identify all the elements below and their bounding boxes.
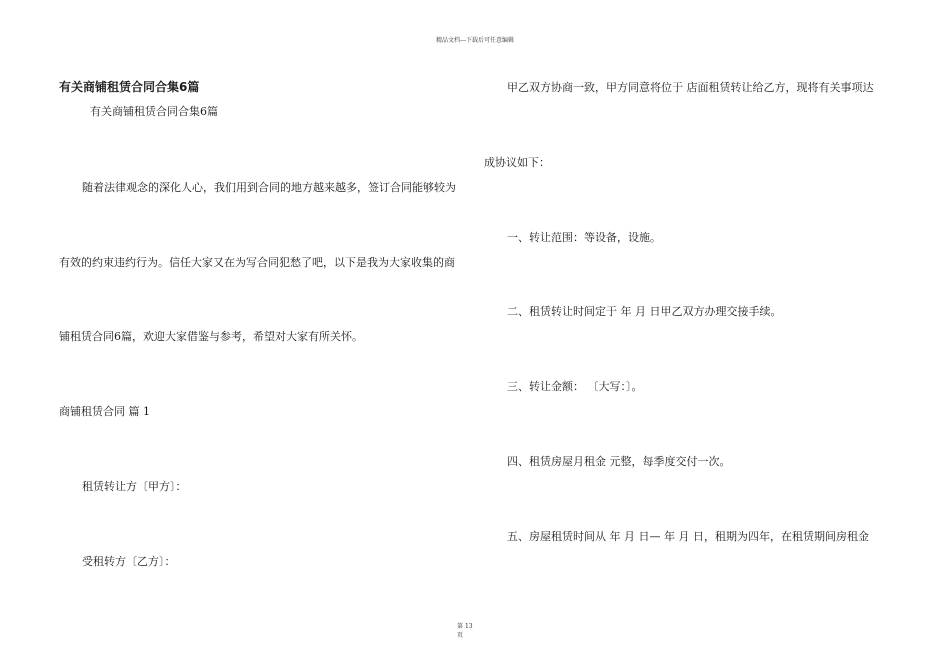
clause-5: 五、房屋租赁时间从 年 月 日— 年 月 日，租期为四年，在租赁期间房租金 [507, 530, 869, 543]
party-b-line: 受租转方〔乙方〕： [82, 555, 176, 568]
intro-line-2: 有效的约束违约行为。信任大家又在为写合同犯愁了吧，以下是我为大家收集的商 [59, 256, 455, 269]
intro-line-1: 随着法律观念的深化人心，我们用到合同的地方越来越多，签订合同能够较为 [82, 181, 456, 194]
page-suffix: 页 [457, 632, 464, 639]
page-number: 13 [464, 623, 473, 630]
clause-2: 二、租赁转让时间定于 年 月 日甲乙双方办理交接手续。 [507, 305, 782, 318]
page-prefix: 第 [457, 623, 464, 630]
document-subtitle: 有关商铺租赁合同合集6篇 [90, 105, 218, 118]
intro-line-3: 铺租赁合同6篇，欢迎大家借鉴与参考，希望对大家有所关怀。 [59, 330, 363, 343]
document-title: 有关商铺租赁合同合集6篇 [59, 80, 200, 94]
clause-1: 一、转让范围：等设备，设施。 [507, 231, 661, 244]
clause-4: 四、租赁房屋月租金 元整，每季度交付一次。 [507, 455, 731, 468]
right-line-2: 成协议如下： [484, 156, 550, 169]
page-footer [457, 622, 473, 640]
clause-3: 三、转让金额： 〔大写：〕。 [507, 380, 643, 393]
party-a-line: 租赁转让方〔甲方〕： [82, 480, 187, 493]
page-header: 精品文档---下载后可任意编辑 [435, 37, 515, 44]
section-heading: 商铺租赁合同 篇 1 [59, 405, 150, 418]
right-line-1: 甲乙双方协商一致，甲方同意将位于 店面租赁转让给乙方，现将有关事项达 [507, 81, 874, 94]
